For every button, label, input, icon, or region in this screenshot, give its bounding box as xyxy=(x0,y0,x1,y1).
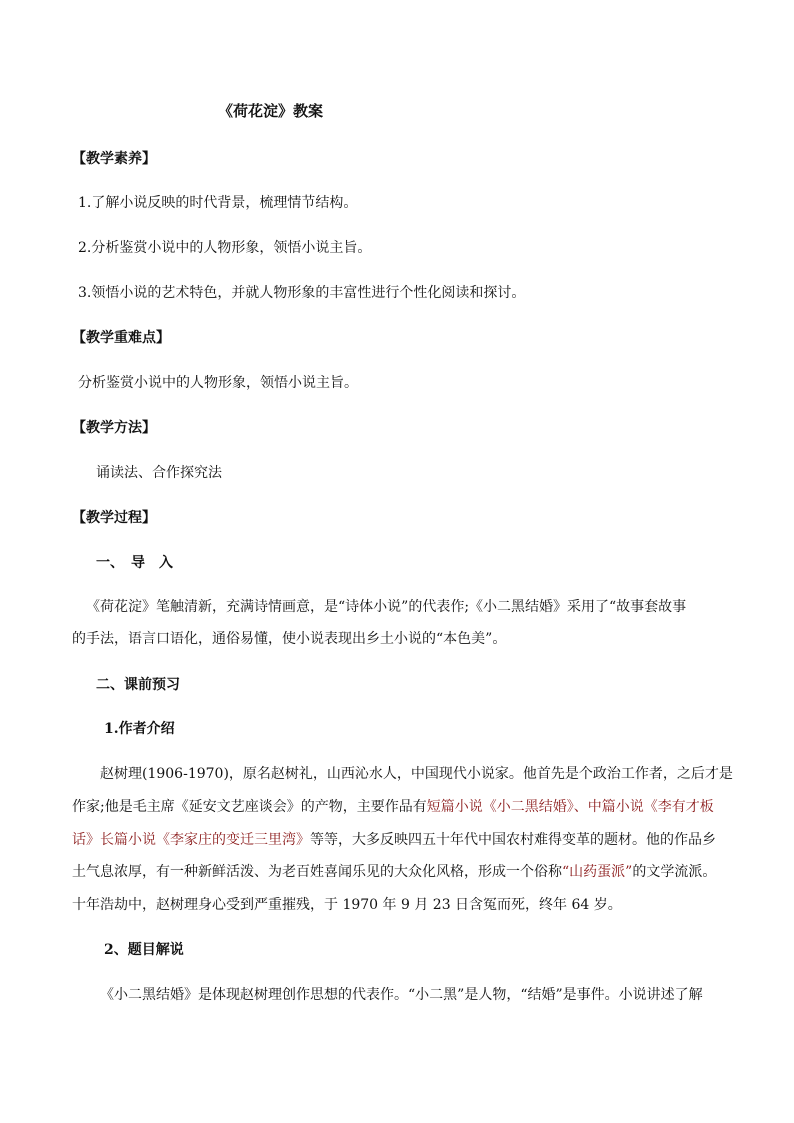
process-part1-heading: 一、 导 入 xyxy=(96,555,173,571)
author-line-3 xyxy=(72,830,716,850)
author-line-3-text: 等等，大多反映四五十年代中国农村难得变革的题材。他的作品乡 xyxy=(310,832,716,848)
author-line-4-end: 的文学流派。 xyxy=(632,864,717,880)
author-line-2 xyxy=(72,797,714,817)
document-title: 《荷花淀》教案 xyxy=(218,102,324,120)
author-line-4-text: 土气息浓厚，有一种新鲜活泼、为老百姓喜闻乐见的大众化风格，形成一个俗称 xyxy=(72,864,562,880)
author-line-5: 十年浩劫中，赵树理身心受到严重摧残，于 1970 年 9 月 23 日含冤而死，终年 64 岁。 xyxy=(72,897,622,913)
title-explanation-heading: 2、题目解说 xyxy=(104,942,184,958)
literacy-item-3: 3.领悟小说的艺术特色，并就人物形象的丰富性进行个性化阅读和探讨。 xyxy=(78,285,526,301)
school-name-highlight: “山药蛋派” xyxy=(562,864,633,880)
heading-literacy: 【教学素养】 xyxy=(72,151,156,167)
literacy-item-2: 2.分析鉴赏小说中的人物形象，领悟小说主旨。 xyxy=(78,240,372,256)
heading-methods: 【教学方法】 xyxy=(72,420,156,436)
author-works-short-novel: 短篇小说《小二黑结婚》、中篇小说《李有才板 xyxy=(426,799,714,815)
part1-paragraph-line-1: 《荷花淀》笔触清新，充满诗情画意，是“诗体小说”的代表作;《小二黑结婚》采用了“故事套故事 xyxy=(86,599,687,615)
author-works-long-novel: 话》长篇小说《李家庄的变迁三里湾》 xyxy=(72,832,310,848)
heading-key-points: 【教学重难点】 xyxy=(72,330,170,346)
methods-text: 诵读法、合作探究法 xyxy=(96,465,222,481)
part1-paragraph-line-2: 的手法，语言口语化，通俗易懂，使小说表现出乡土小说的“本色美”。 xyxy=(72,631,507,647)
key-points-text: 分析鉴赏小说中的人物形象，领悟小说主旨。 xyxy=(78,375,358,391)
title-explanation-line-1: 《小二黑结婚》是体现赵树理创作思想的代表作。“小二黑”是人物，“结婚”是事件。小说讲述了解 xyxy=(100,987,703,1003)
heading-process: 【教学过程】 xyxy=(72,510,156,526)
author-line-2-text: 作家;他是毛主席《延安文艺座谈会》的产物，主要作品有 xyxy=(72,799,427,815)
author-intro-heading: 1.作者介绍 xyxy=(104,721,175,737)
author-line-4 xyxy=(72,862,716,882)
literacy-item-1: 1.了解小说反映的时代背景，梳理情节结构。 xyxy=(78,195,358,211)
author-line-1: 赵树理(1906-1970)，原名赵树礼，山西沁水人，中国现代小说家。他首先是个政治工作者，之后才是 xyxy=(100,766,733,782)
process-part2-heading: 二、课前预习 xyxy=(96,677,180,693)
